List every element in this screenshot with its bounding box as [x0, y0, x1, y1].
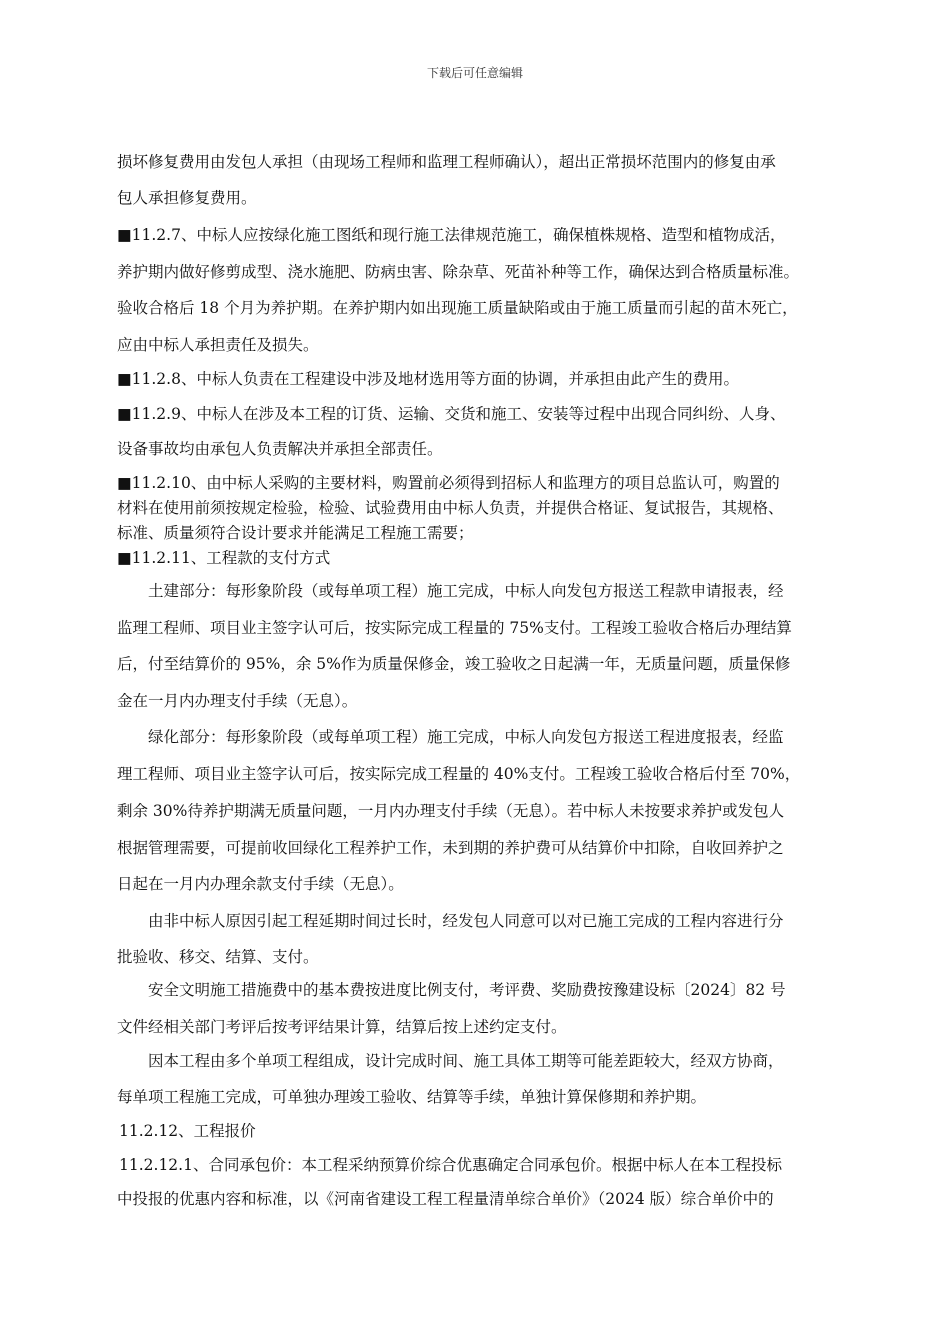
- text-line: 根据管理需要，可提前收回绿化工程养护工作，未到期的养护费可从结算价中扣除，自收回养护之: [117, 839, 784, 857]
- text-line: 养护期内做好修剪成型、浇水施肥、防病虫害、除杂草、死苗补种等工作，确保达到合格质量标准。: [117, 263, 800, 281]
- text-line: 日起在一月内办理余款支付手续（无息）。: [117, 875, 404, 893]
- text-line: 由非中标人原因引起工程延期时间过长时，经发包人同意可以对已施工完成的工程内容进行分: [148, 912, 784, 930]
- text-line: 因本工程由多个单项工程组成，设计完成时间、施工具体工期等可能差距较大，经双方协商，: [148, 1052, 784, 1070]
- text-line: 剩余 30%待养护期满无质量问题，一月内办理支付手续（无息）。若中标人未按要求养护或发包人: [117, 802, 785, 820]
- text-line: 文件经相关部门考评后按考评结果计算，结算后按上述约定支付。: [117, 1018, 567, 1036]
- text-line: 设备事故均由承包人负责解决并承担全部责任。: [117, 440, 443, 458]
- text-line: 包人承担修复费用。: [117, 189, 257, 207]
- text-line: 后，付至结算价的 95%，余 5%作为质量保修金，竣工验收之日起满一年，无质量问题，质量保修: [117, 655, 791, 673]
- text-line: ■11.2.7、中标人应按绿化施工图纸和现行施工法律规范施工，确保植株规格、造型和植物成活，: [117, 226, 786, 244]
- text-line: 土建部分：每形象阶段（或每单项工程）施工完成，中标人向发包方报送工程款申请报表，经: [148, 582, 784, 600]
- text-line: 金在一月内办理支付手续（无息）。: [117, 692, 358, 710]
- text-line: ■11.2.8、中标人负责在工程建设中涉及地材选用等方面的协调，并承担由此产生的费用。: [117, 370, 739, 388]
- text-line: 安全文明施工措施费中的基本费按进度比例支付，考评费、奖励费按豫建设标〔2024〕82 号: [148, 981, 786, 999]
- text-line: ■11.2.9、中标人在涉及本工程的订货、运输、交货和施工、安装等过程中出现合同纠纷、人身、: [117, 405, 786, 423]
- text-line: 验收合格后 18 个月为养护期。在养护期内如出现施工质量缺陷或由于施工质量而引起的苗木死亡，: [117, 299, 798, 317]
- text-line: ■11.2.11、工程款的支付方式: [117, 549, 331, 567]
- text-line: 监理工程师、项目业主签字认可后，按实际完成工程量的 75%支付。工程竣工验收合格后办理结算: [117, 619, 792, 637]
- text-line: 标准、质量须符合设计要求并能满足工程施工需要；: [117, 524, 474, 542]
- text-line: 理工程师、项目业主签字认可后，按实际完成工程量的 40%支付。工程竣工验收合格后付至 70%，: [117, 765, 801, 783]
- text-line: 中投报的优惠内容和标准，以《河南省建设工程工程量清单综合单价》（2024 版）综合单价中的: [117, 1190, 774, 1208]
- text-line: 11.2.12、工程报价: [119, 1122, 256, 1140]
- text-line: ■11.2.10、由中标人采购的主要材料，购置前必须得到招标人和监理方的项目总监认可，购置的: [117, 474, 780, 492]
- text-line: 损坏修复费用由发包人承担（由现场工程师和监理工程师确认），超出正常损坏范围内的修复由承: [117, 153, 776, 171]
- text-line: 批验收、移交、结算、支付。: [117, 948, 319, 966]
- page-header: 下载后可任意编辑: [426, 66, 523, 80]
- text-line: 绿化部分：每形象阶段（或每单项工程）施工完成，中标人向发包方报送工程进度报表，经监: [148, 728, 784, 746]
- text-line: 材料在使用前须按规定检验，检验、试验费用由中标人负责，并提供合格证、复试报告，其规格、: [117, 499, 784, 517]
- text-line: 应由中标人承担责任及损失。: [117, 336, 319, 354]
- text-line: 每单项工程施工完成，可单独办理竣工验收、结算等手续，单独计算保修期和养护期。: [117, 1088, 707, 1106]
- text-line: 11.2.12.1、合同承包价：本工程采纳预算价综合优惠确定合同承包价。根据中标人在本工程投标: [119, 1156, 782, 1174]
